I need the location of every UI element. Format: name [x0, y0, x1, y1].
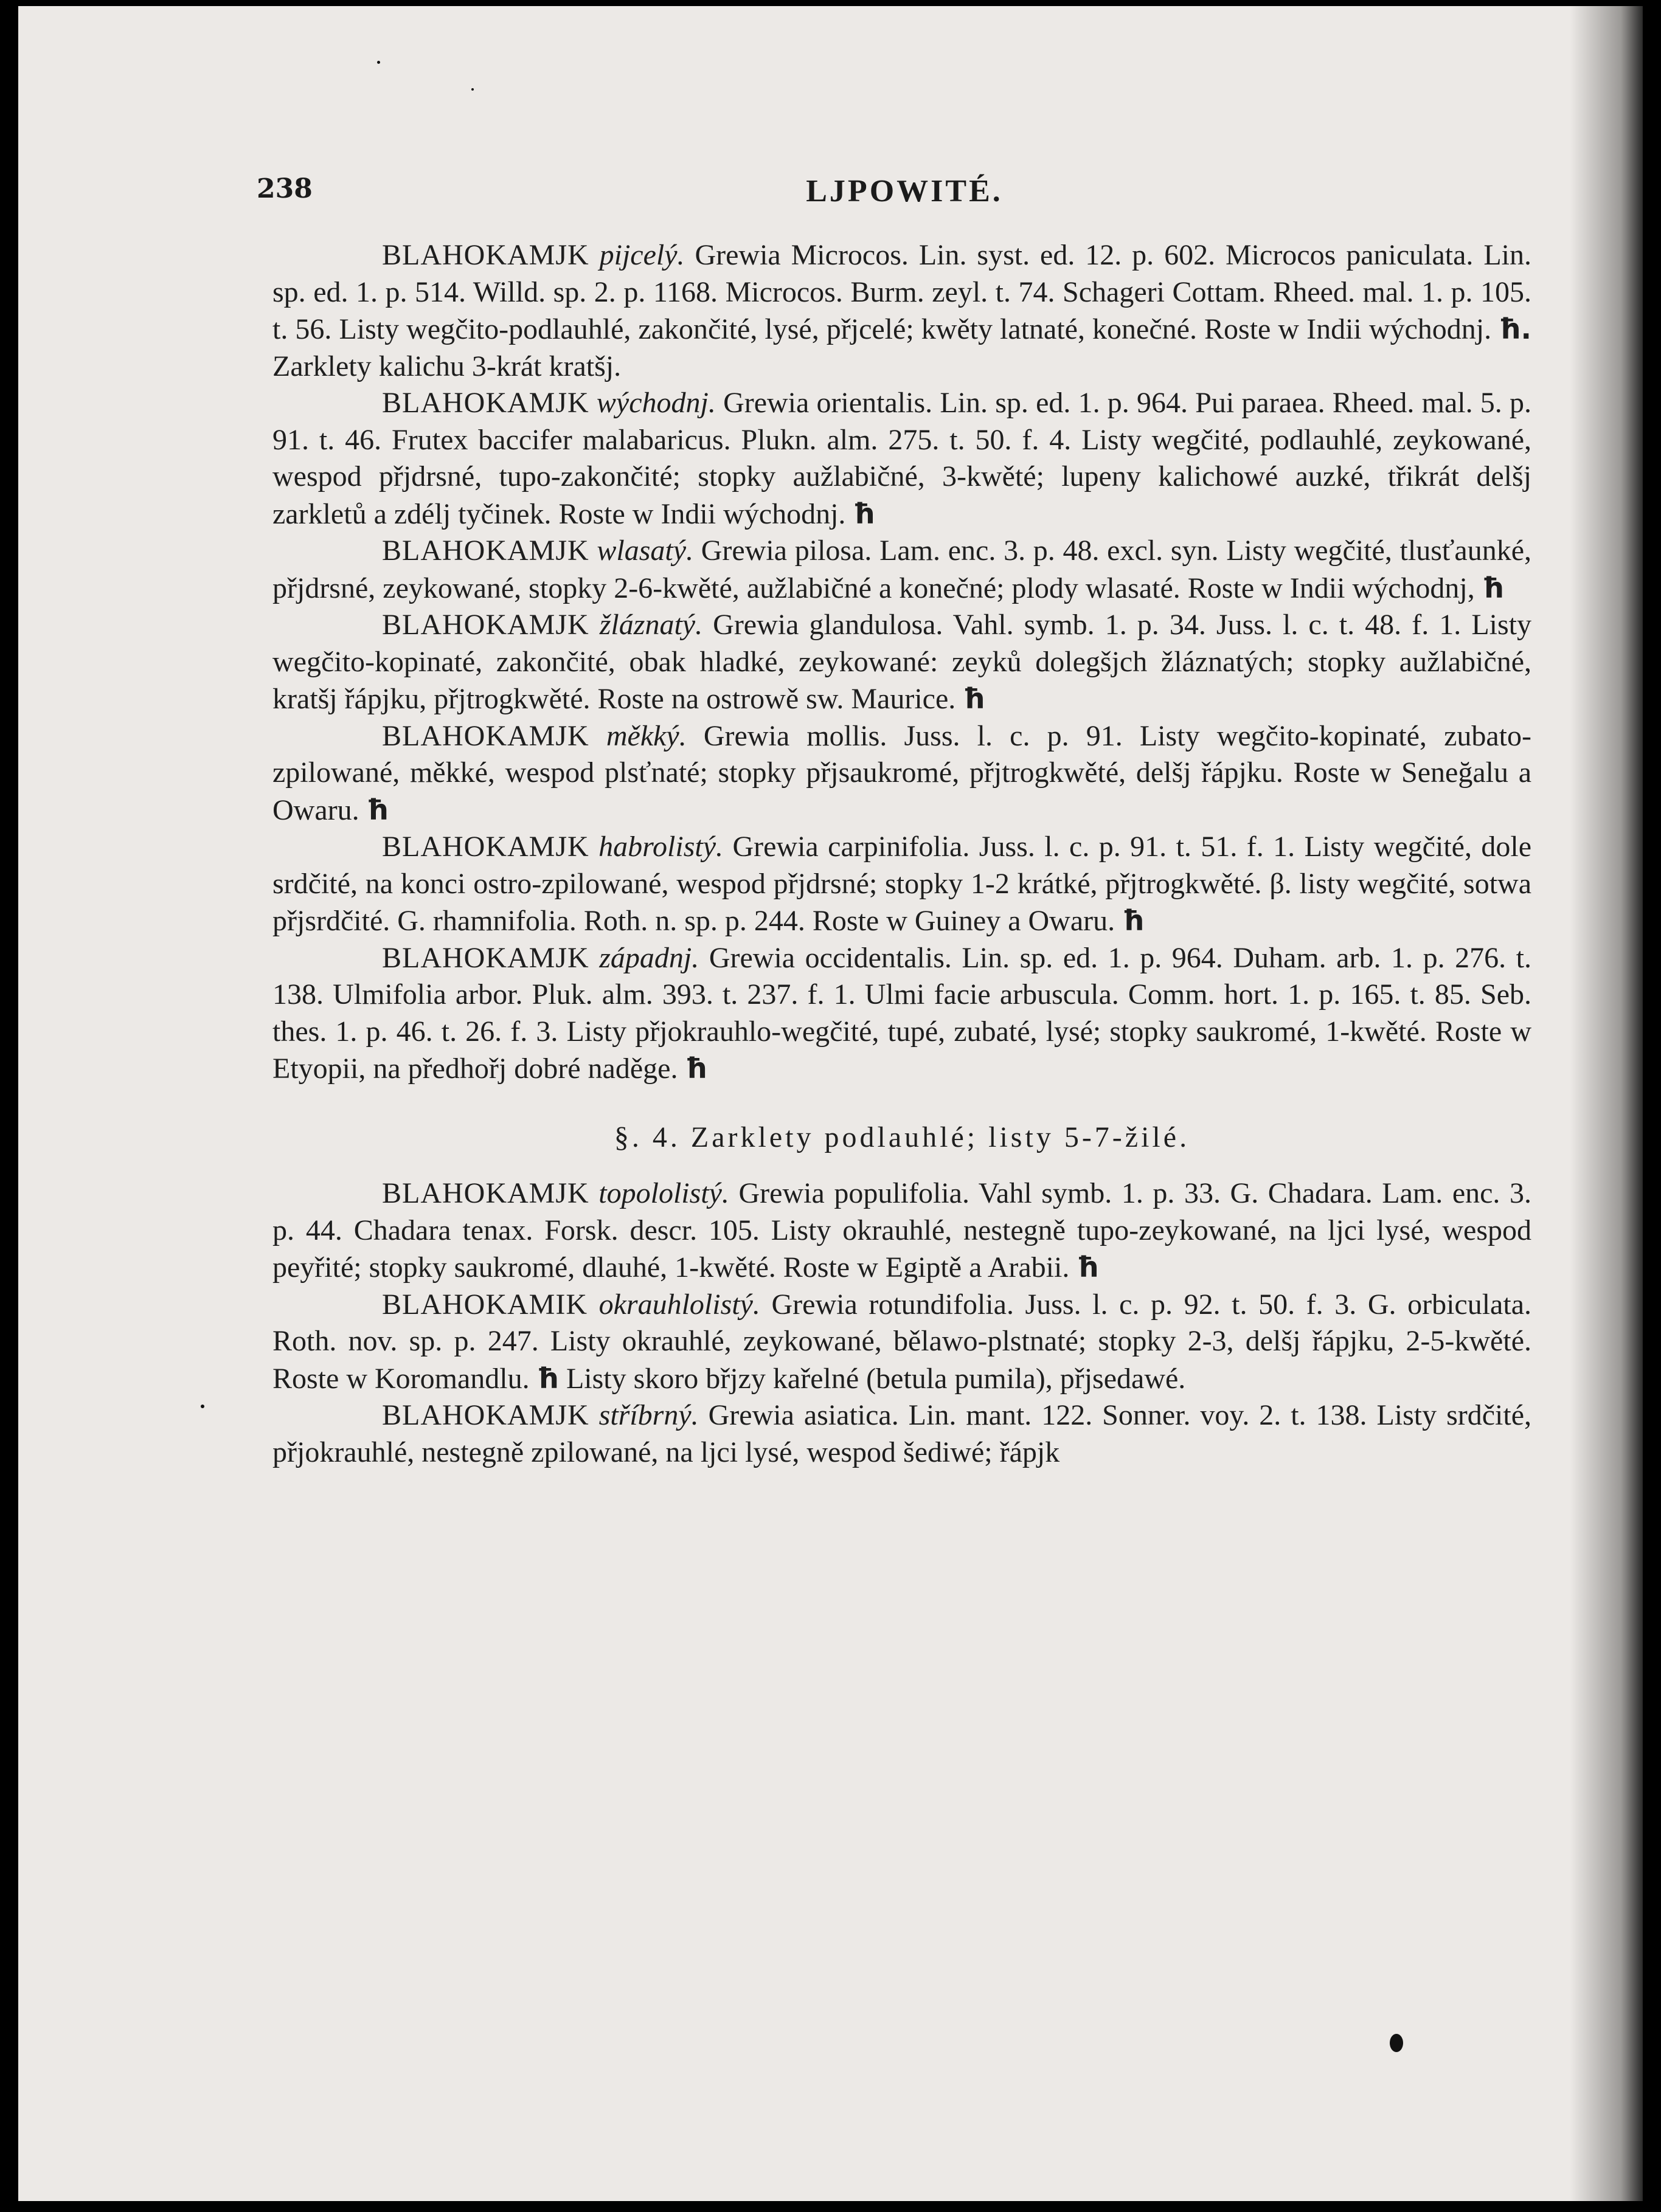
genus-name: BLAHOKAMJK: [382, 941, 589, 974]
species-entry: [272, 385, 1531, 533]
species-epithet: wlasatý.: [597, 534, 694, 567]
shrub-symbol: ħ: [685, 1052, 707, 1085]
genus-name: BLAHOKAMJK: [382, 1399, 589, 1431]
body-text: [272, 237, 1531, 1471]
species-entry: [272, 533, 1531, 607]
species-entry: [272, 1397, 1531, 1471]
entry-description: Grewia populifolia. Vahl symb. 1. p. 33. G. Chadara. Lam. enc. 3. p. 44. Chadara tenax. Forsk. descr. 105. Listy okrauhlé, nestegně tupo-zeykowané, na ljci lysé, wespod peyřité; stopky saukromé, dlauhé, 1-kwěté. Roste w Egiptě a Arabii.: [272, 1177, 1532, 1284]
species-entry: [272, 237, 1531, 385]
section-heading: §. 4. Zarklety podlauhlé; listy 5-7-žilé.: [614, 1121, 1190, 1153]
entry-description: Grewia rotundifolia. Juss. l. c. p. 92. t. 50. f. 3. G. orbiculata. Roth. nov. sp. p. 247. Listy okrauhlé, zeykowané, bělawo-plstnaté; stopky 2-3, delšj řápjku, 2-5-kwěté. Roste w Koromandlu.: [272, 1288, 1532, 1395]
entry-description: Grewia pilosa. Lam. enc. 3. p. 48. excl. syn. Listy wegčité, tlusťaunké, přjdrsné, zeykowané, stopky 2-6-kwěté, aužlabičné a konečné; plody wlasaté. Roste w Indii wýchodnj,: [272, 534, 1531, 604]
species-entry: [272, 940, 1531, 1088]
genus-name: BLAHOKAMJK: [382, 239, 589, 271]
shrub-symbol: ħ: [853, 497, 875, 530]
entry-description: Grewia glandulosa. Vahl. symb. 1. p. 34. Juss. l. c. t. 48. f. 1. Listy wegčito-kopinaté, zakončité, obak hladké, zeykowané: zeyků dolegšjch žláznatých; stopky aužlabičné, kratšj řápjku, přjtrogkwěté. Roste na ostrowě sw. Maurice.: [272, 609, 1531, 715]
page-edge-shadow: [1570, 6, 1643, 2201]
entry-description: Grewia asiatica. Lin. mant. 122. Sonner. voy. 2. t. 138. Listy srdčité, přjokrauhlé, nestegně zpilowané, na ljci lysé, wespod šediwé; řápjk: [272, 1399, 1532, 1468]
shrub-symbol: ħ: [536, 1361, 559, 1395]
genus-name: BLAHOKAMJK: [382, 1177, 589, 1209]
species-entry: [272, 1175, 1531, 1287]
shrub-symbol: ħ: [1482, 571, 1505, 604]
ink-speck: [377, 61, 380, 64]
species-entry: [272, 718, 1531, 829]
entry-description: Grewia Microcos. Lin. syst. ed. 12. p. 602. Microcos paniculata. Lin. sp. ed. 1. p. 514. Willd. sp. 2. p. 1168. Microcos. Burm. zeyl. t. 74. Schageri Cottam. Rheed. mal. 1. p. 105. t. 56. Listy wegčito-podlauhlé, zakončité, lysé, přjcelé; kwěty latnaté, konečné. Roste w Indii wýchodnj.: [272, 239, 1532, 345]
book-page: [18, 6, 1643, 2201]
shrub-symbol: ħ: [1077, 1251, 1099, 1284]
species-epithet: stříbrný.: [598, 1399, 699, 1431]
species-epithet: měkký.: [606, 719, 687, 752]
genus-name: BLAHOKAMJK: [382, 831, 589, 863]
entry-description: Grewia mollis. Juss. l. c. p. 91. Listy wegčito-kopinaté, zubato-zpilowané, měkké, wespod plsťnaté; stopky přjsaukromé, přjtrogkwěté, delšj řápjku. Roste w Seneğalu a Owaru.: [272, 719, 1532, 826]
entry-note: Zarklety kalichu 3-krát kratšj.: [272, 350, 622, 382]
entry-description: Grewia orientalis. Lin. sp. ed. 1. p. 964. Pui paraea. Rheed. mal. 5. p. 91. t. 46. Frutex baccifer malabaricus. Plukn. alm. 275. t. 50. f. 4. Listy wegčité, podlauhlé, zeykowané, wespod přjdrsné, tupo-zakončité; stopky aužlabičné, 3-kwěté; lupeny kalichowé auzké, třikrát delšj zarkletů a zdélj tyčinek. Roste w Indii wýchodnj.: [272, 387, 1532, 530]
ink-speck: [201, 1405, 204, 1408]
entry-description: Grewia occidentalis. Lin. sp. ed. 1. p. 964. Duham. arb. 1. p. 276. t. 138. Ulmifolia arbor. Pluk. alm. 393. t. 237. f. 1. Ulmi facie arbuscula. Comm. hort. 1. p. 165. t. 85. Seb. thes. 1. p. 46. t. 26. f. 3. Listy přjokrauhlo-wegčité, tupé, zubaté, lysé; stopky saukromé, 1-kwěté. Roste w Etyopii, na předhořj dobré naděge.: [272, 941, 1532, 1085]
entry-note: Listy skoro břjzy kařelné (betula pumila), přjsedawé.: [566, 1362, 1186, 1395]
species-epithet: pijcelý.: [599, 239, 685, 271]
species-epithet: topololistý.: [598, 1177, 729, 1209]
shrub-symbol: ħ: [1122, 904, 1145, 937]
species-epithet: západnj.: [599, 941, 699, 974]
species-epithet: žláznatý.: [599, 609, 703, 641]
ink-speck: [1390, 2034, 1403, 2052]
genus-name: BLAHOKAMIK: [382, 1288, 588, 1321]
species-epithet: wýchodnj.: [596, 387, 716, 419]
species-epithet: okrauhlolistý.: [598, 1288, 760, 1321]
species-entry: [272, 607, 1531, 718]
entry-description: Grewia carpinifolia. Juss. l. c. p. 91. t. 51. f. 1. Listy wegčité, dole srdčité, na konci ostro-zpilowané, wespod přjdrsné; stopky 1-2 krátké, přjtrogkwěté. β. listy wegčité, sotwa přjsrdčité. G. rhamnifolia. Roth. n. sp. p. 244. Roste w Guiney a Owaru.: [272, 831, 1532, 937]
species-epithet: habrolistý.: [598, 831, 724, 863]
species-entry: [272, 829, 1531, 940]
genus-name: BLAHOKAMJK: [382, 719, 589, 752]
shrub-symbol: ħ: [366, 793, 389, 826]
genus-name: BLAHOKAMJK: [382, 387, 589, 419]
species-entry: [272, 1287, 1531, 1398]
shrub-symbol: ħ.: [1499, 313, 1532, 345]
shrub-symbol: ħ: [963, 682, 985, 715]
genus-name: BLAHOKAMJK: [382, 534, 589, 567]
running-head: LJPOWITÉ.: [806, 174, 1003, 209]
ink-speck: [471, 88, 474, 91]
page-number: 238: [257, 173, 313, 204]
page-header: [257, 173, 1552, 222]
genus-name: BLAHOKAMJK: [382, 609, 589, 641]
